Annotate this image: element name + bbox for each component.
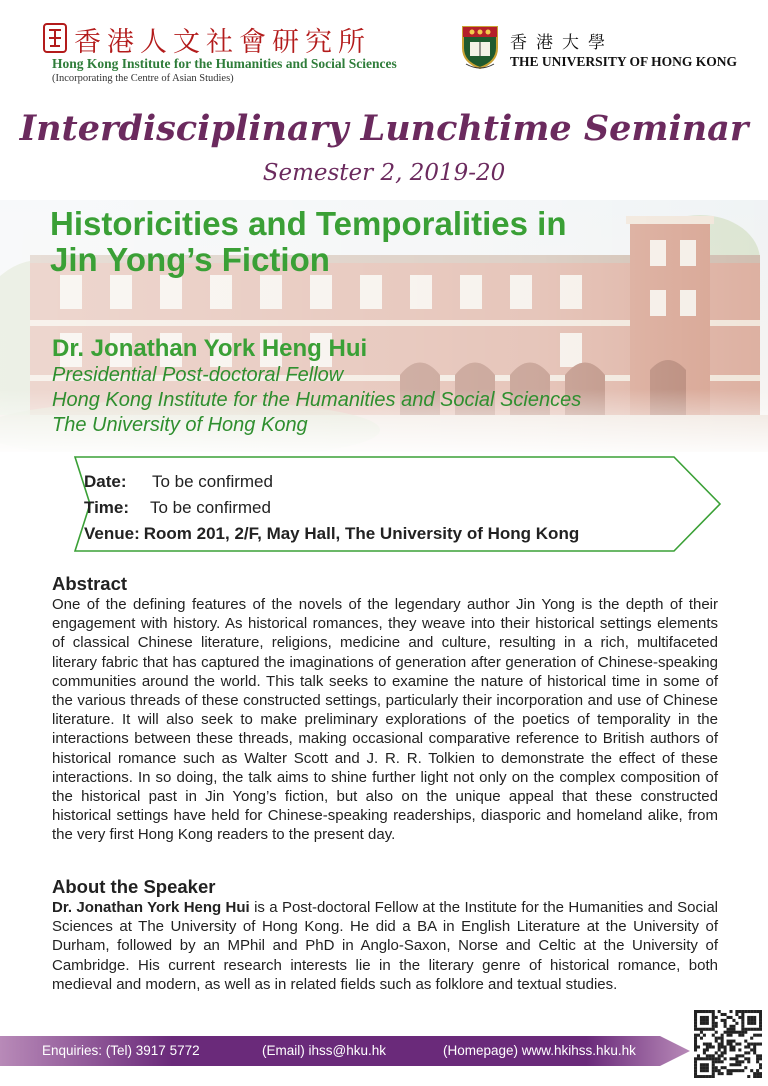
abstract-heading: Abstract (52, 573, 128, 594)
footer-homepage[interactable]: (Homepage) www.hkihss.hku.hk (443, 1043, 636, 1058)
hku-crest-icon (460, 24, 500, 70)
time-line (84, 495, 579, 521)
venue-value: Room 201, 2/F, May Hall, The University of Hong Kong (143, 524, 580, 543)
footer-enquiries: Enquiries: (Tel) 3917 5772 (42, 1043, 200, 1058)
speaker-block (52, 335, 581, 438)
event-banner (0, 200, 768, 452)
speaker-position: Presidential Post-doctoral Fellow (52, 364, 344, 386)
venue-line (84, 521, 579, 547)
date-line (84, 469, 579, 495)
speaker-name-bold: Dr. Jonathan York Heng Hui (52, 899, 250, 916)
hku-logo (460, 24, 750, 84)
talk-title-line-2: Jin Yong’s Fiction (50, 241, 330, 278)
qr-code-icon[interactable] (694, 1010, 762, 1078)
speaker-university: The University of Hong Kong (52, 414, 308, 436)
date-value: To be confirmed (152, 472, 273, 491)
talk-title-line-1: Historicities and Temporalities in (50, 205, 567, 242)
talk-title (50, 206, 567, 278)
about-speaker-body (52, 898, 718, 994)
ihss-seal-icon (42, 22, 68, 54)
ihss-logo (42, 20, 422, 90)
about-speaker-heading: About the Speaker (52, 876, 216, 897)
ihss-name-english: Hong Kong Institute for the Humanities and Social Sciences (52, 56, 397, 71)
speaker-name: Dr. Jonathan York Heng Hui (52, 335, 368, 362)
ihss-subtitle: (Incorporating the Centre of Asian Studies) (52, 73, 234, 84)
venue-label: Venue: (84, 524, 140, 543)
abstract-body: One of the defining features of the novels of the legendary author Jin Yong is the depth of their engagement with history. As historical romances, they weave into their historical settings elements of classical Chinese literature, religions, medicine and culture, resulting in a rich, multifaceted literary fabric that has captured the imaginations of generation after generation of Chinese-speaking communities around the world. This talk seeks to examine the nature of historical time in some of the various threads of these constructed settings, particularly their incorporation and use of Chinese literature. It will also seek to make preliminary explorations of the poetics of temporality in the interactions between these threads, making occasional comparative reference to British authors of historical romance such as Walter Scott and J. R. R. Tolkien to demonstrate the effect of these interactions. In so doing, the talk aims to shine further light not only on the complex composition of the historical past in Jin Yong’s fiction, but also on the unique appeal that these constructed historical settings have held for Chinese-speaking readerships, diasporic and homeland alike, from the very first Hong Kong readers to the present day. (52, 596, 718, 844)
event-details (84, 469, 579, 547)
time-value: To be confirmed (150, 498, 271, 517)
time-label: Time: (84, 498, 130, 517)
about-speaker-section (52, 876, 718, 994)
date-label: Date: (84, 472, 127, 491)
seminar-series-title: Interdisciplinary Lunchtime Seminar (19, 108, 749, 149)
semester-label: Semester 2, 2019-20 (262, 160, 506, 186)
hku-name-chinese: 香港大學 (510, 33, 614, 53)
abstract-section (52, 573, 718, 845)
footer-email[interactable]: (Email) ihss@hku.hk (262, 1043, 386, 1058)
speaker-bio: is a Post-doctoral Fellow at the Institute for the Humanities and Social Sciences at The University of Hong Kong. He did a BA in English Literature at the University of Durham, followed by an MPhil and PhD in Anglo-Saxon, Norse and Celtic at the University of Cambridge. His current research interests lie in the literary genre of historical romance, both medieval and modern, as well as in related fields such as folklore and textual studies. (52, 899, 718, 993)
hku-name-english: THE UNIVERSITY OF HONG KONG (510, 54, 738, 69)
speaker-institute: Hong Kong Institute for the Humanities and Social Sciences (52, 389, 582, 411)
ihss-name-chinese: 香港人文社會研究所 (74, 27, 371, 58)
